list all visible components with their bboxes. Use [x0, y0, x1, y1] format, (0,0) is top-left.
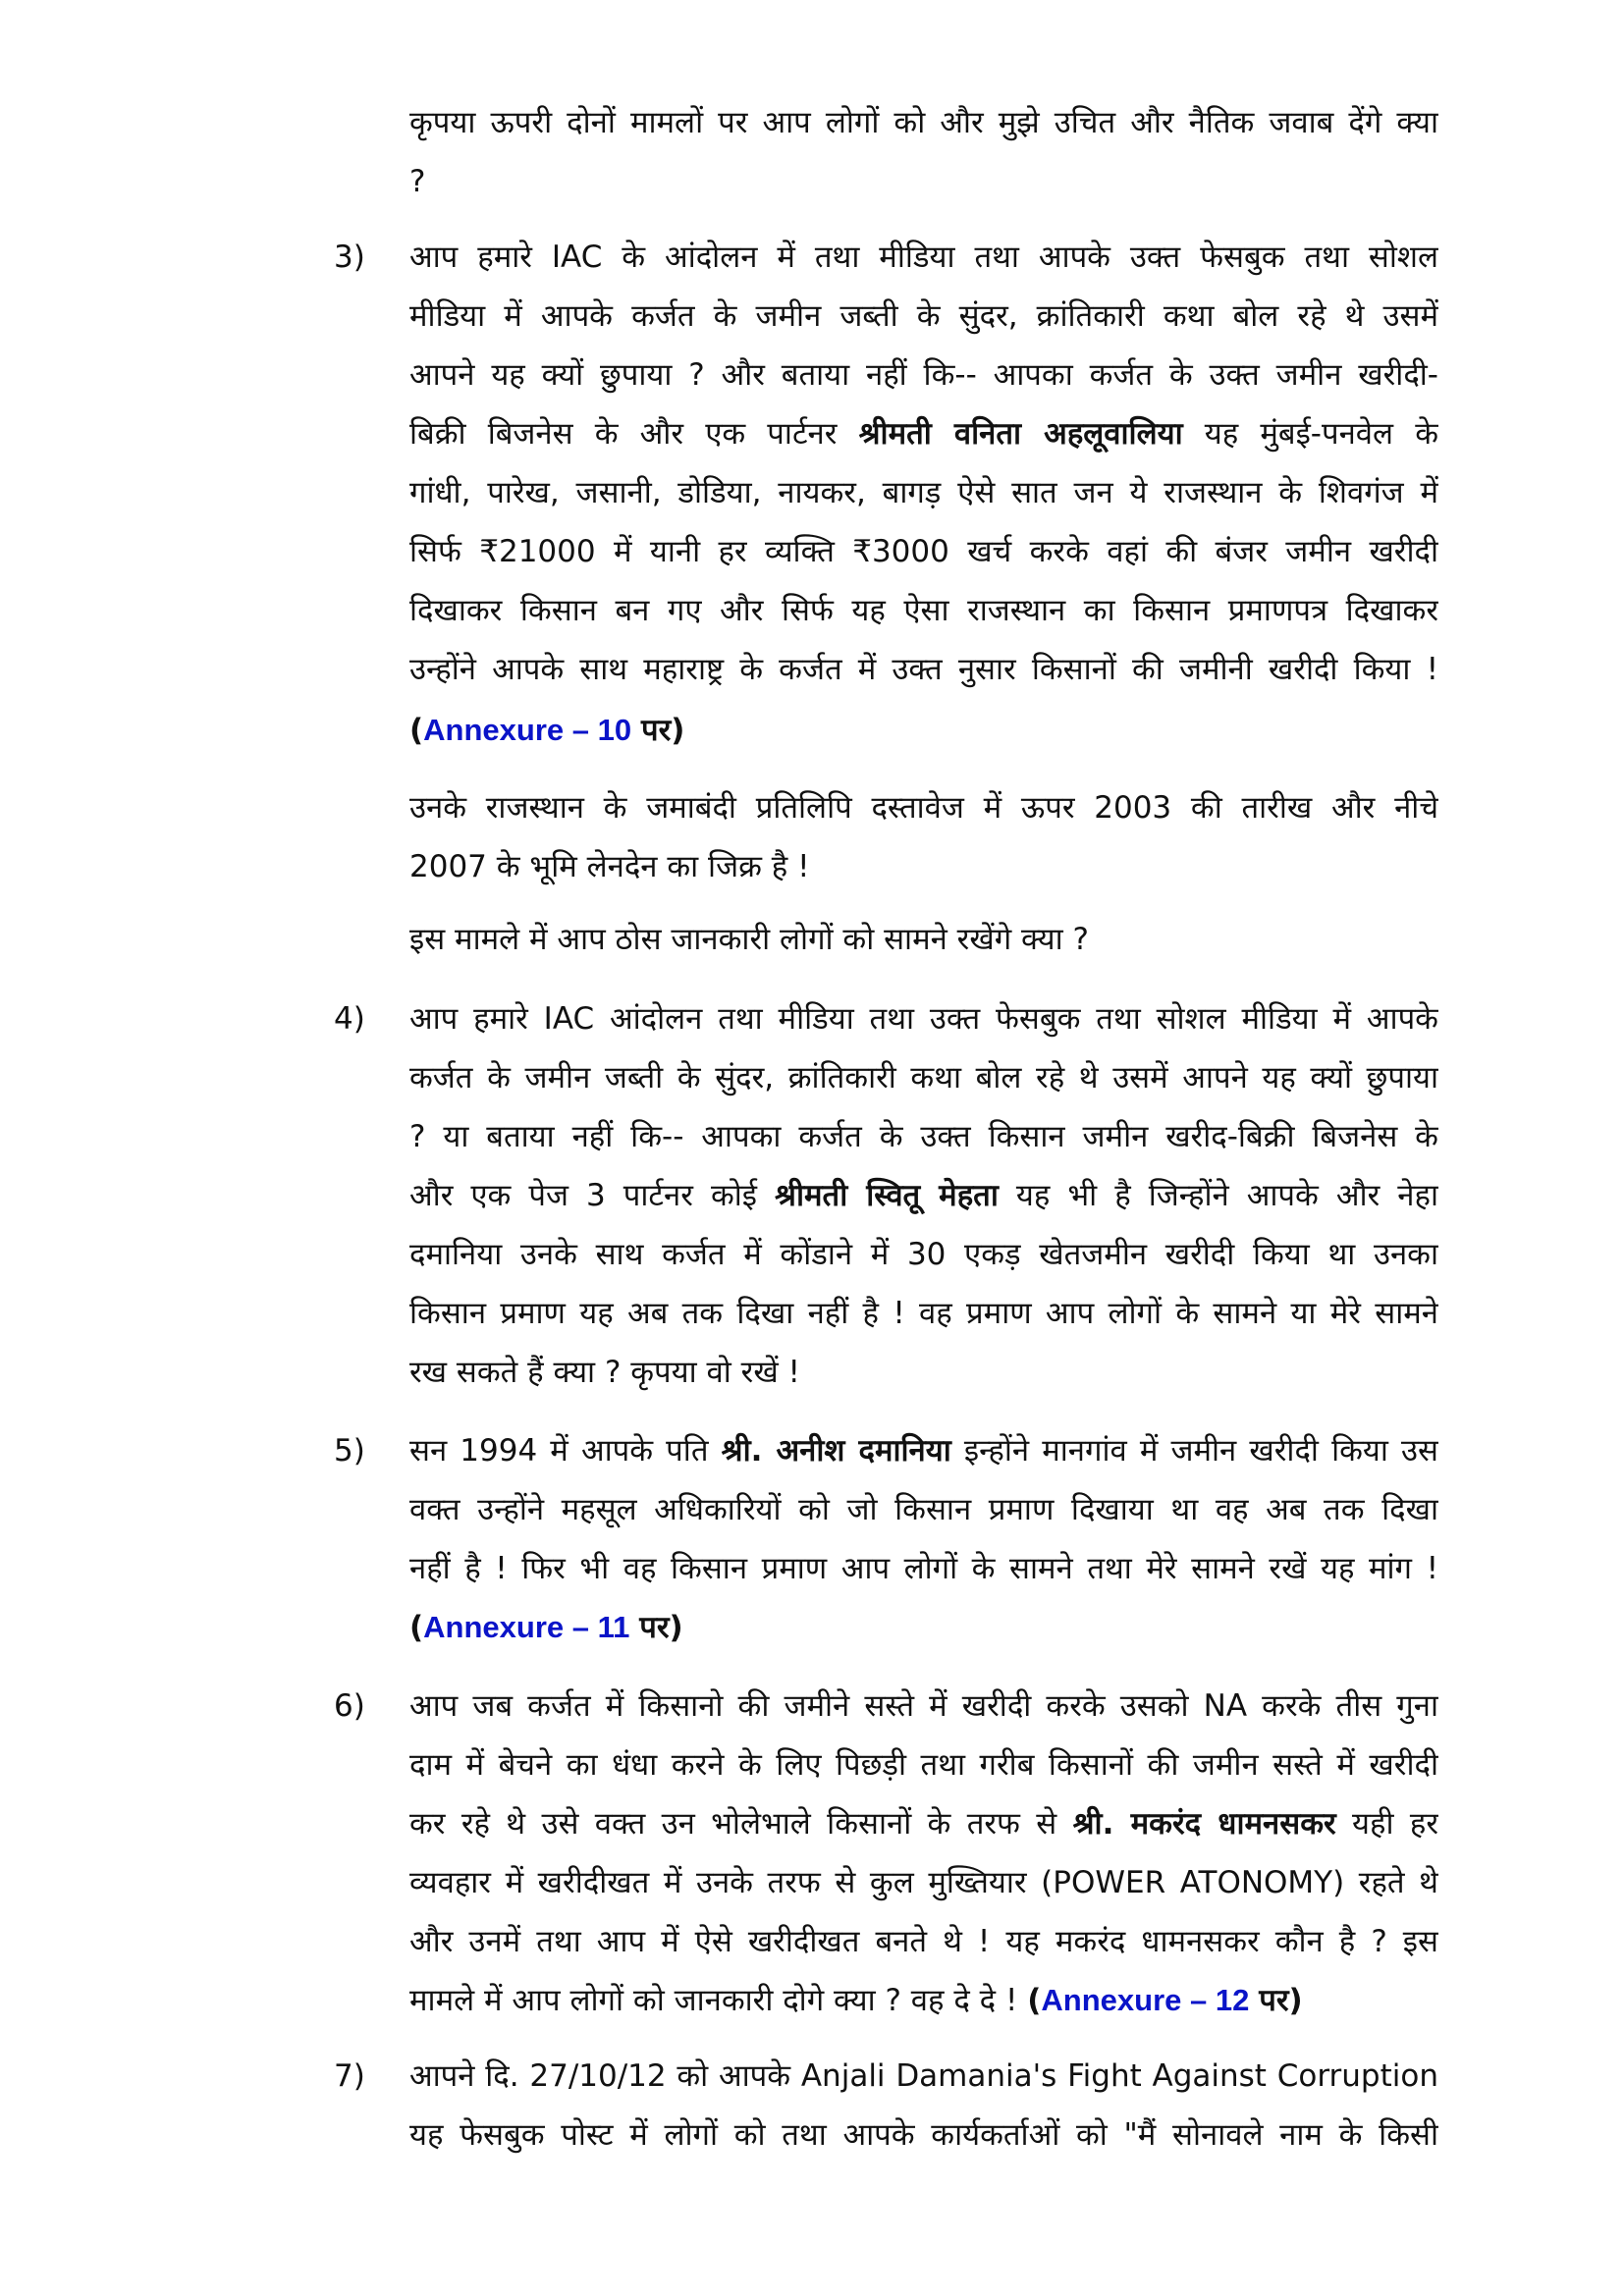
person-name-bold: श्रीमती स्वितू मेहता [775, 1178, 999, 1213]
paragraph-line: किसान प्रमाण यह अब तक दिखा नहीं है ! वह प्रमाण आप लोगों के सामने या मेरे सामने [409, 1296, 1438, 1331]
paren: पर) [640, 713, 685, 748]
item-number: 7) [334, 2058, 365, 2094]
paragraph-line: व्यवहार में खरीदीखत में उनके तरफ से कुल मुख्तियार (POWER ATONOMY) रहते थे [409, 1865, 1438, 1900]
intro-line-2: ? [409, 164, 426, 199]
text-run: इन्होंने मानगांव में जमीन खरीदी किया उस [963, 1433, 1438, 1468]
paragraph-line: नहीं है ! फिर भी वह किसान प्रमाण आप लोगों के सामने तथा मेरे सामने रखें यह मांग ! [409, 1551, 1438, 1586]
paragraph-line: दिखाकर किसान बन गए और सिर्फ यह ऐसा राजस्थान का किसान प्रमाणपत्र दिखाकर [409, 593, 1438, 628]
paren: ( [409, 713, 424, 748]
item-number: 4) [334, 1001, 365, 1037]
paragraph-line: उन्होंने आपके साथ महाराष्ट्र के कर्जत में उक्त नुसार किसानों की जमीनी खरीदी किया ! [409, 652, 1438, 687]
annexure-reference [409, 701, 1438, 760]
paragraph-line: मीडिया में आपके कर्जत के जमीन जब्ती के सुंदर, क्रांतिकारी कथा बोल रहे थे उसमें [409, 298, 1438, 334]
person-name-bold: श्री. अनीश दमानिया [721, 1433, 951, 1468]
paragraph-line [409, 404, 1438, 463]
person-name-bold: श्रीमती वनिता अहलूवालिया [858, 416, 1183, 452]
intro-line-1: कृपया ऊपरी दोनों मामलों पर आप लोगों को और मुझे उचित और नैतिक जवाब देंगे क्या [409, 105, 1438, 140]
paragraph-line [409, 1166, 1438, 1225]
annexure-reference [409, 1598, 1438, 1657]
paragraph-line: इस मामले में आप ठोस जानकारी लोगों को सामने रखेंगे क्या ? [409, 922, 1089, 957]
paragraph-line: आपने दि. 27/10/12 को आपके Anjali Damania's Fight Against Corruption [409, 2058, 1438, 2094]
paragraph-line: यह फेसबुक पोस्ट में लोगों को तथा आपके कार्यकर्ताओं को "मैं सोनावले नाम के किसी [409, 2117, 1438, 2153]
paragraph-line: आपने यह क्यों छुपाया ? और बताया नहीं कि-- आपका कर्जत के उक्त जमीन खरीदी- [409, 357, 1438, 393]
item-number: 3) [334, 240, 365, 275]
text-run: यही हर [1352, 1806, 1438, 1842]
paragraph-line: वक्त उन्होंने महसूल अधिकारियों को जो किसान प्रमाण दिखाया था वह अब तक दिखा [409, 1492, 1438, 1527]
paragraph-line: ? या बताया नहीं कि-- आपका कर्जत के उक्त किसान जमीन खरीद-बिक्री बिजनेस के [409, 1119, 1438, 1154]
paragraph-line [409, 1794, 1438, 1853]
text-run: मामले में आप लोगों को जानकारी दोगे क्या ? वह दे दे ! [409, 1983, 1018, 2018]
paragraph-line: और उनमें तथा आप में ऐसे खरीदीखत बनते थे ! यह मकरंद धामनसकर कौन है ? इस [409, 1924, 1438, 1959]
text-run: और एक पेज 3 पार्टनर कोई [409, 1178, 758, 1213]
annexure-link[interactable]: Annexure – 12 [1041, 1983, 1250, 2017]
paragraph-line: दाम में बेचने का धंधा करने के लिए पिछड़ी तथा गरीब किसानों की जमीन सस्ते में खरीदी [409, 1747, 1438, 1783]
text-run: सन 1994 में आपके पति [409, 1433, 709, 1468]
paragraph-line: उनके राजस्थान के जमाबंदी प्रतिलिपि दस्तावेज में ऊपर 2003 की तारीख और नीचे [409, 790, 1438, 826]
item-number: 6) [334, 1688, 365, 1724]
paragraph-line: गांधी, पारेख, जसानी, डोडिया, नायकर, बागड़ ऐसे सात जन ये राजस्थान के शिवगंज में [409, 475, 1438, 510]
paragraph-line: आप हमारे IAC आंदोलन तथा मीडिया तथा उक्त फेसबुक तथा सोशल मीडिया में आपके [409, 1001, 1438, 1037]
paren: ( [409, 1610, 424, 1645]
paren: पर) [639, 1610, 683, 1645]
text-run: यह भी है जिन्होंने आपके और नेहा [1015, 1178, 1438, 1213]
paragraph-line: सिर्फ ₹21000 में यानी हर व्यक्ति ₹3000 खर्च करके वहां की बंजर जमीन खरीदी [409, 534, 1438, 569]
text-run: यह मुंबई-पनवेल के [1204, 416, 1438, 452]
paragraph-line: दमानिया उनके साथ कर्जत में कोंडाने में 30 एकड़ खेतजमीन खरीदी किया था उनका [409, 1237, 1438, 1272]
paragraph-line: रख सकते हैं क्या ? कृपया वो रखें ! [409, 1355, 800, 1390]
paragraph-line: आप जब कर्जत में किसानो की जमीने सस्ते में खरीदी करके उसको NA करके तीस गुना [409, 1688, 1438, 1724]
item-number: 5) [334, 1433, 365, 1468]
paren: पर) [1259, 1983, 1303, 2018]
text-run: बिक्री बिजनेस के और एक पार्टनर [409, 416, 838, 452]
paragraph-line [409, 1421, 1438, 1480]
annexure-link[interactable]: Annexure – 11 [423, 1610, 630, 1644]
paragraph-line: 2007 के भूमि लेनदेन का जिक्र है ! [409, 849, 810, 884]
person-name-bold: श्री. मकरंद धामनसकर [1072, 1806, 1336, 1842]
text-run: कर रहे थे उसे वक्त उन भोलेभाले किसानों के तरफ से [409, 1806, 1057, 1842]
paren: ( [1027, 1983, 1042, 2018]
paragraph-line: कर्जत के जमीन जब्ती के सुंदर, क्रांतिकारी कथा बोल रहे थे उसमें आपने यह क्यों छुपाया [409, 1060, 1438, 1095]
annexure-link[interactable]: Annexure – 10 [423, 713, 632, 747]
paragraph-line: आप हमारे IAC के आंदोलन में तथा मीडिया तथा आपके उक्त फेसबुक तथा सोशल [409, 240, 1438, 275]
paragraph-line [409, 1971, 1438, 2030]
